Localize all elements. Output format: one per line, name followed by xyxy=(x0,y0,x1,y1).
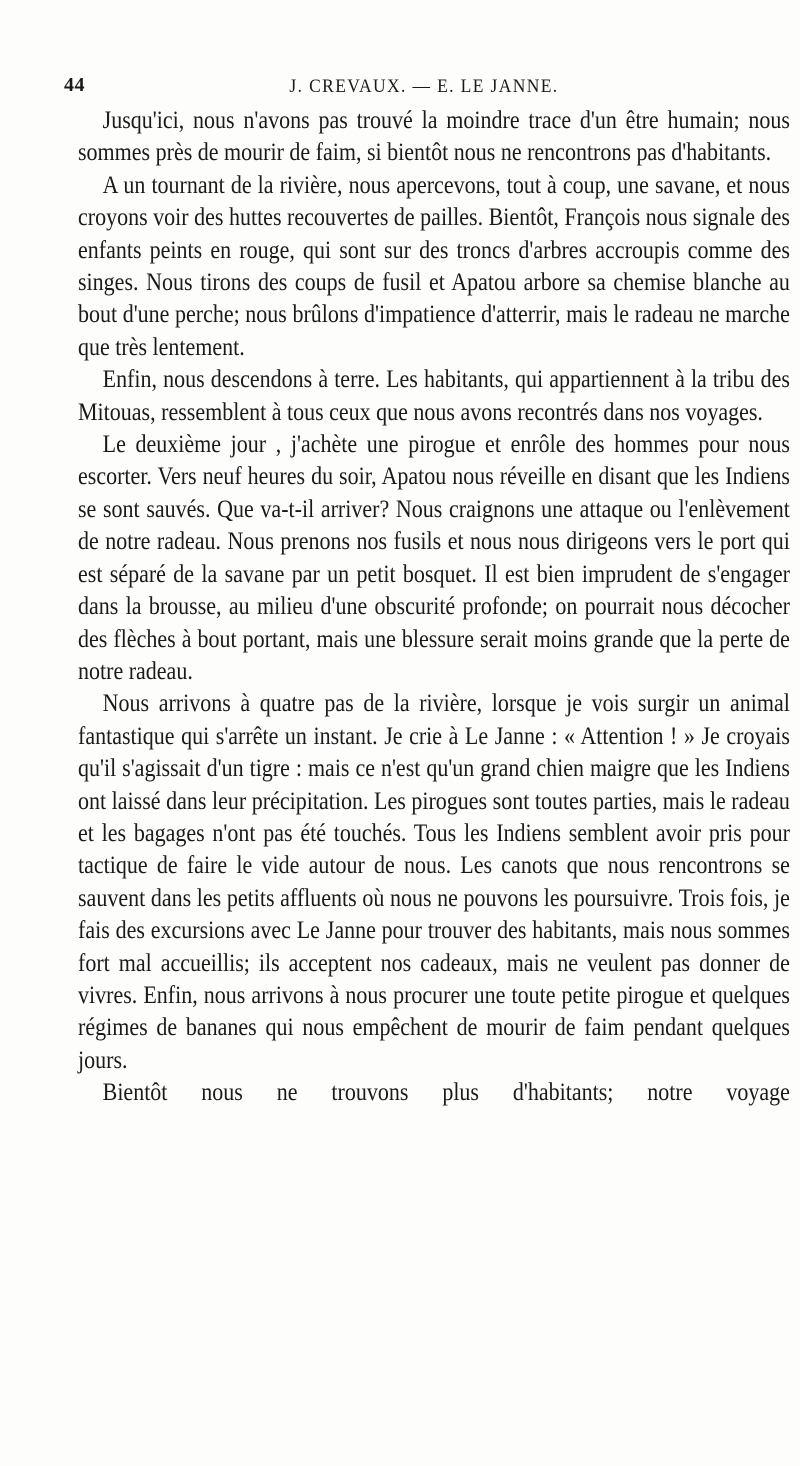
paragraph-6: Bientôt nous ne trouvons plus d'habitants; notre voyage xyxy=(102,1079,790,1107)
paragraph-2: A un tournant de la rivière, nous apercevons, tout à coup, une savane, et nous croyons voir des huttes recouvertes de pailles. Bientôt, François nous signale des enfants peints en rouge, qui sont sur des troncs d'arbres accroupis comme des singes. Nous tirons des coups de fusil et Apatou arbore sa chemise blanche au bout d'une perche; nous brûlons d'impatience d'atterrir, mais le radeau ne marche que très lentement. xyxy=(78,171,790,361)
paragraph-3: Enfin, nous descendons à terre. Les habitants, qui appartiennent à la tribu des Mitouas, ressemblent à tous ceux que nous avons recontrés dans nos voyages. xyxy=(78,366,790,426)
page-number: 44 xyxy=(64,74,85,96)
paragraph-1: Jusqu'ici, nous n'avons pas trouvé la moindre trace d'un être humain; nous sommes près de mourir de faim, si bientôt nous ne rencontrons pas d'habitants. xyxy=(78,107,790,167)
running-head: J. CREVAUX. — E. LE JANNE. xyxy=(289,76,559,97)
page-header xyxy=(64,74,784,104)
paragraph-4: Le deuxième jour , j'achète une pirogue et enrôle des hommes pour nous escorter. Vers neuf heures du soir, Apatou nous réveille en disant que les Indiens se sont sauvés. Que va-t-il arriver? Nous craignons une attaque ou l'enlèvement de notre radeau. Nous prenons nos fusils et nous nous dirigeons vers le port qui est séparé de la savane par un petit bosquet. Il est bien imprudent de s'engager dans la brousse, au milieu d'une obscurité profonde; on pourrait nous décocher des flèches à bout portant, mais une blessure serait moins grande que la perte de notre radeau. xyxy=(78,431,790,685)
paragraph-5: Nous arrivons à quatre pas de la rivière, lorsque je vois surgir un animal fantastique qui s'arrête un instant. Je crie à Le Janne : « Attention ! » Je croyais qu'il s'agissait d'un tigre : mais ce n'est qu'un grand chien maigre que les Indiens ont laissé dans leur précipitation. Les pirogues sont toutes parties, mais le radeau et les bagages n'ont pas été touchés. Tous les Indiens semblent avoir pris pour tactique de faire le vide autour de nous. Les canots que nous rencontrons se sauvent dans les petits affluents où nous ne pouvons les poursuivre. Trois fois, je fais des excursions avec Le Janne pour trouver des habitants, mais nous sommes fort mal accueillis; ils acceptent nos cadeaux, mais ne veulent pas donner de vivres. Enfin, nous arrivons à nous procurer une toute petite pirogue et quelques régimes de bananes qui nous empêchent de mourir de faim pendant quelques jours. xyxy=(78,690,790,1074)
body-text xyxy=(78,105,790,1110)
